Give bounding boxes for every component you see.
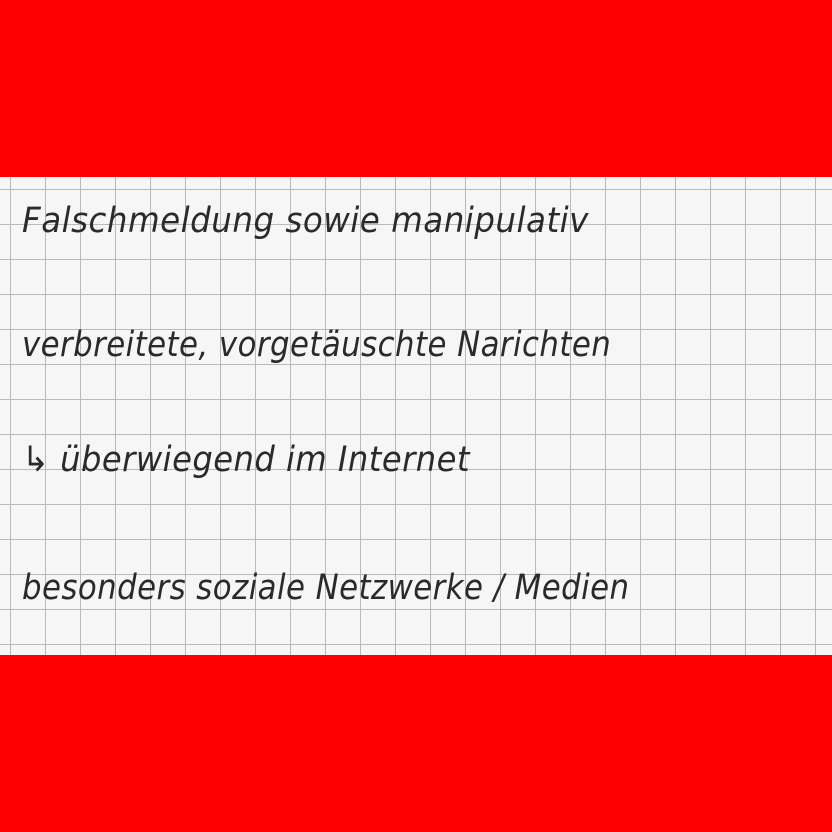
grid-paper-note: [0, 177, 832, 655]
handwritten-line-4: besonders soziale Netzwerke / Medien: [22, 568, 630, 608]
handwritten-line-1: Falschmeldung sowie manipulativ: [22, 201, 589, 241]
handwritten-line-2: verbreitete, vorgetäuschte Narichten: [22, 325, 612, 365]
bottom-red-band: [0, 655, 832, 832]
top-red-band: [0, 0, 832, 177]
handwritten-line-3: ↳ überwiegend im Internet: [22, 440, 471, 480]
